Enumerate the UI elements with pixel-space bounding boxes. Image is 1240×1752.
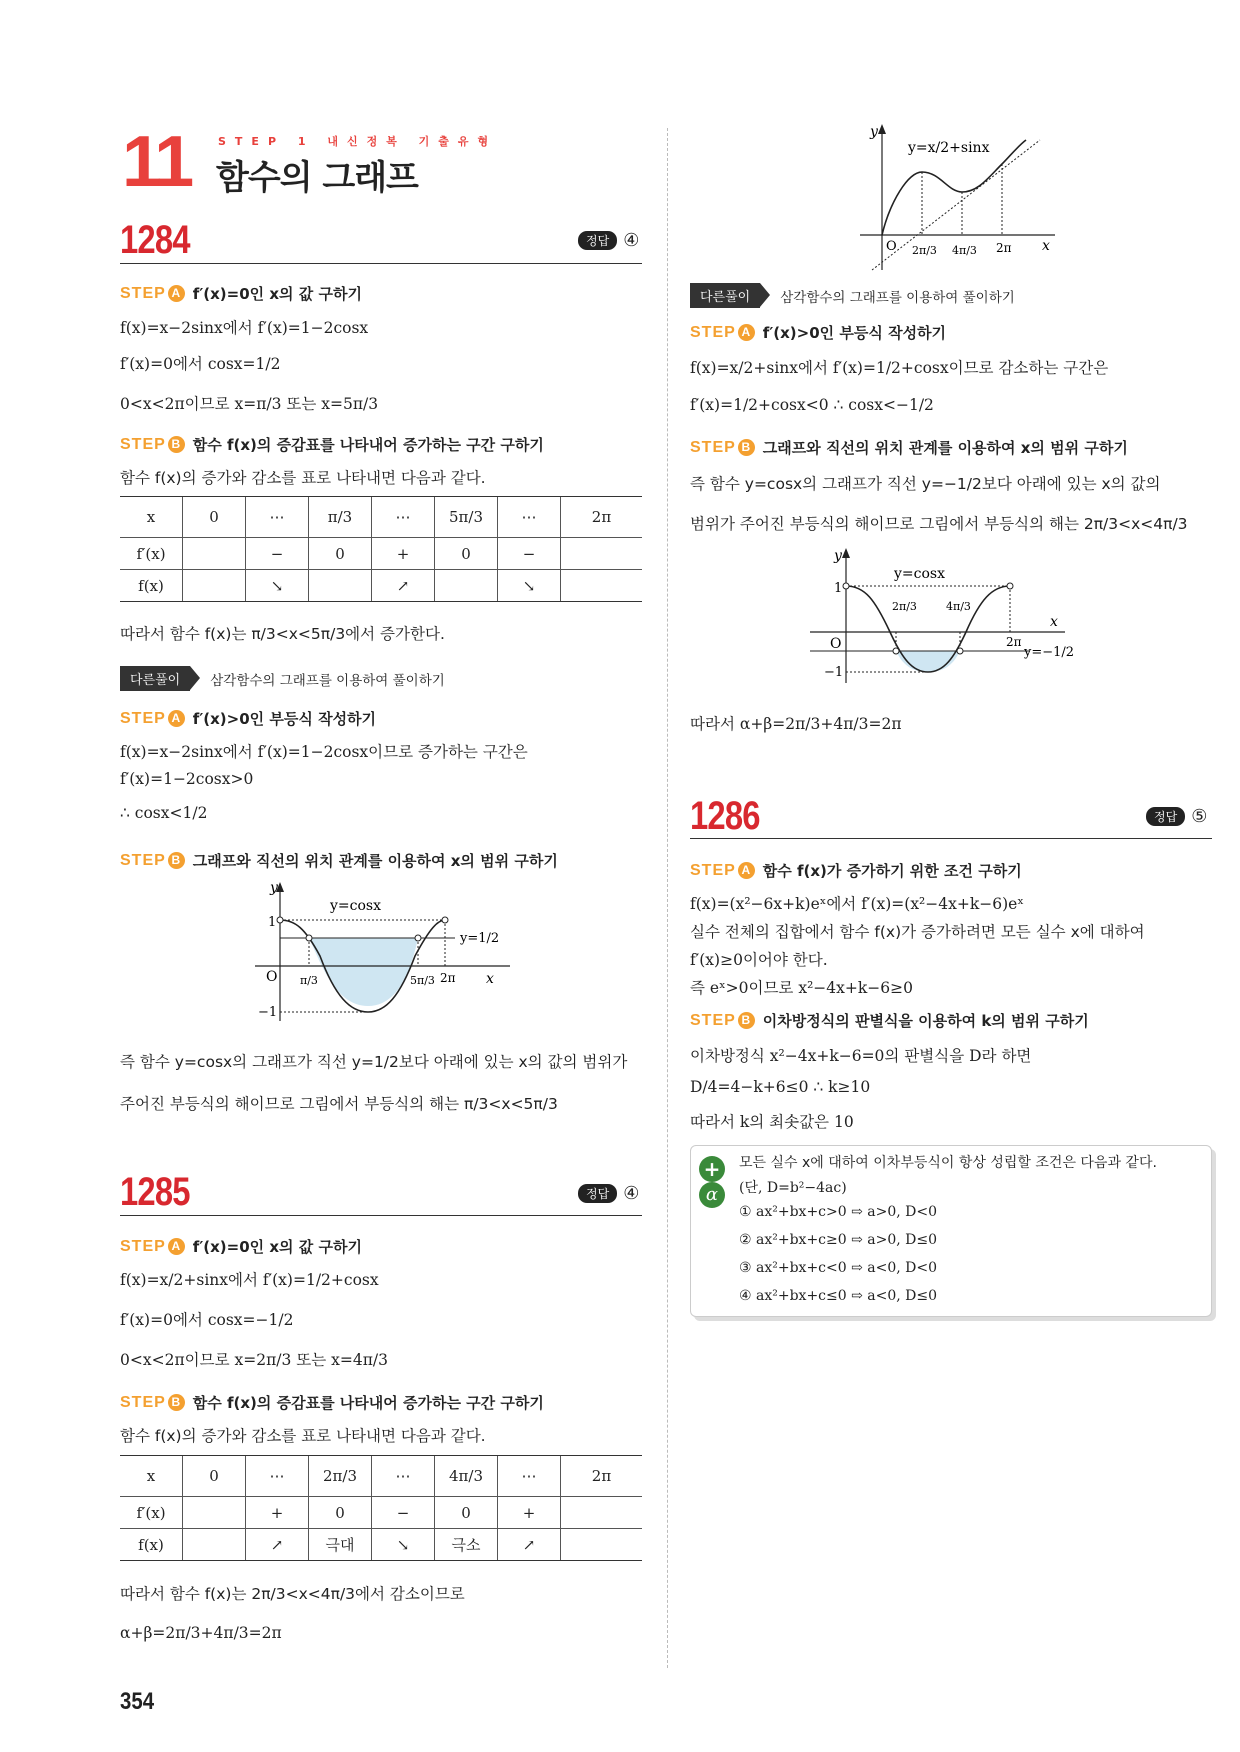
alt-label: 다른풀이 xyxy=(120,666,190,691)
plus-icon: + xyxy=(699,1156,725,1182)
solution-line: 0<x<2π이므로 x=π/3 또는 x=5π/3 xyxy=(120,395,379,413)
step-title: 그래프와 직선의 위치 관계를 이용하여 x의 범위 구하기 xyxy=(762,439,1128,457)
solution-line: f(x)=x−2sinx에서 f′(x)=1−2cosx xyxy=(120,319,369,337)
tick-label: π/3 xyxy=(300,974,318,987)
solution-line: α+β=2π/3+4π/3=2π xyxy=(120,1624,282,1642)
solution-line: D/4=4−k+6≤0 ∴ k≥10 xyxy=(690,1078,871,1096)
tip-line: ① ax²+bx+c>0 ⇨ a>0, D<0 xyxy=(739,1204,938,1220)
shaded-region xyxy=(309,938,418,1006)
tip-line: 모든 실수 x에 대하여 이차부등식이 항상 성립할 조건은 다음과 같다. xyxy=(739,1155,1157,1171)
answer-value: ④ xyxy=(623,1183,640,1204)
y-axis-label: y xyxy=(870,124,878,140)
origin-label: O xyxy=(830,636,842,652)
solution-line: 즉 함수 y=cosx의 그래프가 직선 y=1/2보다 아래에 있는 x의 값의 범위가 xyxy=(120,1053,628,1071)
alt-step-a-1285: STEP A f′(x)>0인 부등식 작성하기 xyxy=(690,323,947,342)
solution-line: 함수 f(x)의 증가와 감소를 표로 나타내면 다음과 같다. xyxy=(120,1427,486,1445)
tick-label: 2π/3 xyxy=(912,244,937,257)
curve-label: y=x/2+sinx xyxy=(908,140,990,156)
solution-line: 따라서 함수 f(x)는 π/3<x<5π/3에서 증가한다. xyxy=(120,625,445,643)
solution-line: 실수 전체의 집합에서 함수 f(x)가 증가하려면 모든 실수 x에 대하여 xyxy=(690,923,1145,941)
tick-label: 2π xyxy=(440,971,456,985)
section-rule xyxy=(120,1215,642,1216)
y-axis-label: y xyxy=(834,548,842,564)
tick-label: 5π/3 xyxy=(410,974,435,987)
page-number: 354 xyxy=(120,1688,155,1715)
chapter-step-label: STEP 1 내신정복 기출유형 xyxy=(218,135,498,148)
tip-line: ④ ax²+bx+c≤0 ⇨ a<0, D≤0 xyxy=(739,1288,938,1304)
solution-line: 주어진 부등식의 해이므로 그림에서 부등식의 해는 π/3<x<5π/3 xyxy=(120,1095,558,1113)
solution-line: f′(x)=0에서 cosx=−1/2 xyxy=(120,1311,294,1329)
solution-line: ∴ cosx<1/2 xyxy=(120,804,208,822)
tick-label: 2π xyxy=(1006,635,1022,649)
tip-line: ③ ax²+bx+c<0 ⇨ a<0, D<0 xyxy=(739,1260,938,1276)
solution-line: f(x)=x−2sinx에서 f′(x)=1−2cosx이므로 증가하는 구간은 xyxy=(120,743,528,761)
cos-graph-1285 xyxy=(810,548,1100,688)
tip-line: (단, D=b²−4ac) xyxy=(739,1180,847,1196)
tick-minus-one: −1 xyxy=(824,665,844,680)
x-axis-label: x xyxy=(1050,614,1058,630)
step-title: 그래프와 직선의 위치 관계를 이용하여 x의 범위 구하기 xyxy=(192,852,558,870)
step-a-1286: STEP A 함수 f(x)가 증가하기 위한 조건 구하기 xyxy=(690,861,1022,880)
solution-line: 함수 f(x)의 증가와 감소를 표로 나타내면 다음과 같다. xyxy=(120,469,486,487)
step-title: 함수 f(x)의 증감표를 나타내어 증가하는 구간 구하기 xyxy=(192,436,544,454)
problem-number-1284: 1284 xyxy=(120,218,190,262)
cos-graph-1284 xyxy=(250,876,530,1026)
answer-label: 정답 xyxy=(578,231,617,250)
solution-line: 이차방정식 x²−4x+k−6=0의 판별식을 D라 하면 xyxy=(690,1047,1032,1065)
curve-label: y=cosx xyxy=(330,898,381,914)
chapter-number: 11 xyxy=(122,122,191,202)
alpha-icon: α xyxy=(699,1182,725,1208)
problem-number-1286: 1286 xyxy=(690,794,760,838)
answer-value: ④ xyxy=(623,230,640,251)
solution-line: 따라서 α+β=2π/3+4π/3=2π xyxy=(690,715,902,733)
alt-title: 삼각함수의 그래프를 이용하여 풀이하기 xyxy=(780,289,1015,306)
step-title: f′(x)=0인 x의 값 구하기 xyxy=(192,285,362,303)
tick-minus-one: −1 xyxy=(258,1005,278,1020)
step-title: 이차방정식의 판별식을 이용하여 k의 범위 구하기 xyxy=(762,1012,1089,1030)
solution-line: f′(x)=0에서 cosx=1/2 xyxy=(120,355,281,373)
problem-number-1285: 1285 xyxy=(120,1170,190,1214)
line-label: y=−1/2 xyxy=(1024,645,1075,660)
tick-label: 2π xyxy=(996,241,1012,255)
answer-label: 정답 xyxy=(1146,807,1185,826)
solution-line: 따라서 k의 최솟값은 10 xyxy=(690,1113,854,1131)
solution-line: f(x)=(x²−6x+k)eˣ에서 f′(x)=(x²−4x+k−6)eˣ xyxy=(690,895,1024,913)
step-b-1286: STEP B 이차방정식의 판별식을 이용하여 k의 범위 구하기 xyxy=(690,1011,1089,1030)
x-axis-label: x xyxy=(1042,238,1050,254)
step-a-1284: STEP A f′(x)=0인 x의 값 구하기 xyxy=(120,284,362,303)
step-a-1285: STEP A f′(x)=0인 x의 값 구하기 xyxy=(120,1237,362,1256)
tick-label: 4π/3 xyxy=(952,244,977,257)
sin-graph-1285 xyxy=(860,122,1060,272)
step-b-1284: STEP B 함수 f(x)의 증감표를 나타내어 증가하는 구간 구하기 xyxy=(120,435,544,454)
sign-table-1285: x 0 ⋯ 2π/3 ⋯ 4π/3 ⋯ 2π f′(x) + 0 − 0 + f(x) ↗ 극대 ↘ 극소 ↗ xyxy=(120,1455,642,1561)
solution-line: f(x)=x/2+sinx에서 f′(x)=1/2+cosx xyxy=(120,1271,379,1289)
solution-line: 범위가 주어진 부등식의 해이므로 그림에서 부등식의 해는 2π/3<x<4π/3 xyxy=(690,515,1188,533)
alt-step-b-1285: STEP B 그래프와 직선의 위치 관계를 이용하여 x의 범위 구하기 xyxy=(690,438,1128,457)
alt-label: 다른풀이 xyxy=(690,283,760,308)
step-title: f′(x)>0인 부등식 작성하기 xyxy=(762,324,947,342)
step-b-1285: STEP B 함수 f(x)의 증감표를 나타내어 증가하는 구간 구하기 xyxy=(120,1393,544,1412)
y-axis-label: y xyxy=(270,880,278,896)
step-title: 함수 f(x)가 증가하기 위한 조건 구하기 xyxy=(762,862,1022,880)
chapter-title: 함수의 그래프 xyxy=(216,158,418,198)
solution-line: 즉 함수 y=cosx의 그래프가 직선 y=−1/2보다 아래에 있는 x의 값의 xyxy=(690,475,1161,493)
column-divider xyxy=(667,128,668,1668)
answer-value: ⑤ xyxy=(1191,806,1208,827)
answer-1285 xyxy=(578,1183,639,1204)
origin-label: O xyxy=(266,969,278,985)
shaded-region xyxy=(896,651,960,672)
section-rule xyxy=(690,838,1212,839)
tick-one: 1 xyxy=(834,581,843,596)
answer-1284 xyxy=(578,230,639,251)
solution-line: f′(x)≥0이어야 한다. xyxy=(690,951,828,969)
origin-label: O xyxy=(886,239,897,254)
tip-box xyxy=(690,1145,1212,1317)
alt-solution-header xyxy=(120,666,445,691)
tip-line: ② ax²+bx+c≥0 ⇨ a>0, D≤0 xyxy=(739,1232,938,1248)
tick-label: 4π/3 xyxy=(946,600,971,613)
solution-line: f′(x)=1−2cosx>0 xyxy=(120,770,254,788)
alt-solution-header xyxy=(690,283,1015,308)
alt-title: 삼각함수의 그래프를 이용하여 풀이하기 xyxy=(210,672,445,689)
solution-line: 따라서 함수 f(x)는 2π/3<x<4π/3에서 감소이므로 xyxy=(120,1585,465,1603)
alt-step-a-1284: STEP A f′(x)>0인 부등식 작성하기 xyxy=(120,709,377,728)
curve-label: y=cosx xyxy=(894,566,945,582)
answer-1286 xyxy=(1146,806,1207,827)
x-axis-label: x xyxy=(486,971,494,987)
sign-table-1284: x 0 ⋯ π/3 ⋯ 5π/3 ⋯ 2π f′(x) − 0 + 0 − f(x) ↘ ↗ ↘ xyxy=(120,496,642,602)
tick-label: 2π/3 xyxy=(892,600,917,613)
alt-step-b-1284: STEP B 그래프와 직선의 위치 관계를 이용하여 x의 범위 구하기 xyxy=(120,851,558,870)
solution-line: f′(x)=1/2+cosx<0 ∴ cosx<−1/2 xyxy=(690,396,934,414)
section-rule xyxy=(120,263,642,264)
step-title: 함수 f(x)의 증감표를 나타내어 증가하는 구간 구하기 xyxy=(192,1394,544,1412)
step-title: f′(x)=0인 x의 값 구하기 xyxy=(192,1238,362,1256)
solution-line: 즉 eˣ>0이므로 x²−4x+k−6≥0 xyxy=(690,979,913,997)
tick-one: 1 xyxy=(268,915,277,930)
solution-line: f(x)=x/2+sinx에서 f′(x)=1/2+cosx이므로 감소하는 구간은 xyxy=(690,359,1109,377)
line-label: y=1/2 xyxy=(460,931,500,946)
answer-label: 정답 xyxy=(578,1184,617,1203)
step-title: f′(x)>0인 부등식 작성하기 xyxy=(192,710,377,728)
solution-line: 0<x<2π이므로 x=2π/3 또는 x=4π/3 xyxy=(120,1351,388,1369)
